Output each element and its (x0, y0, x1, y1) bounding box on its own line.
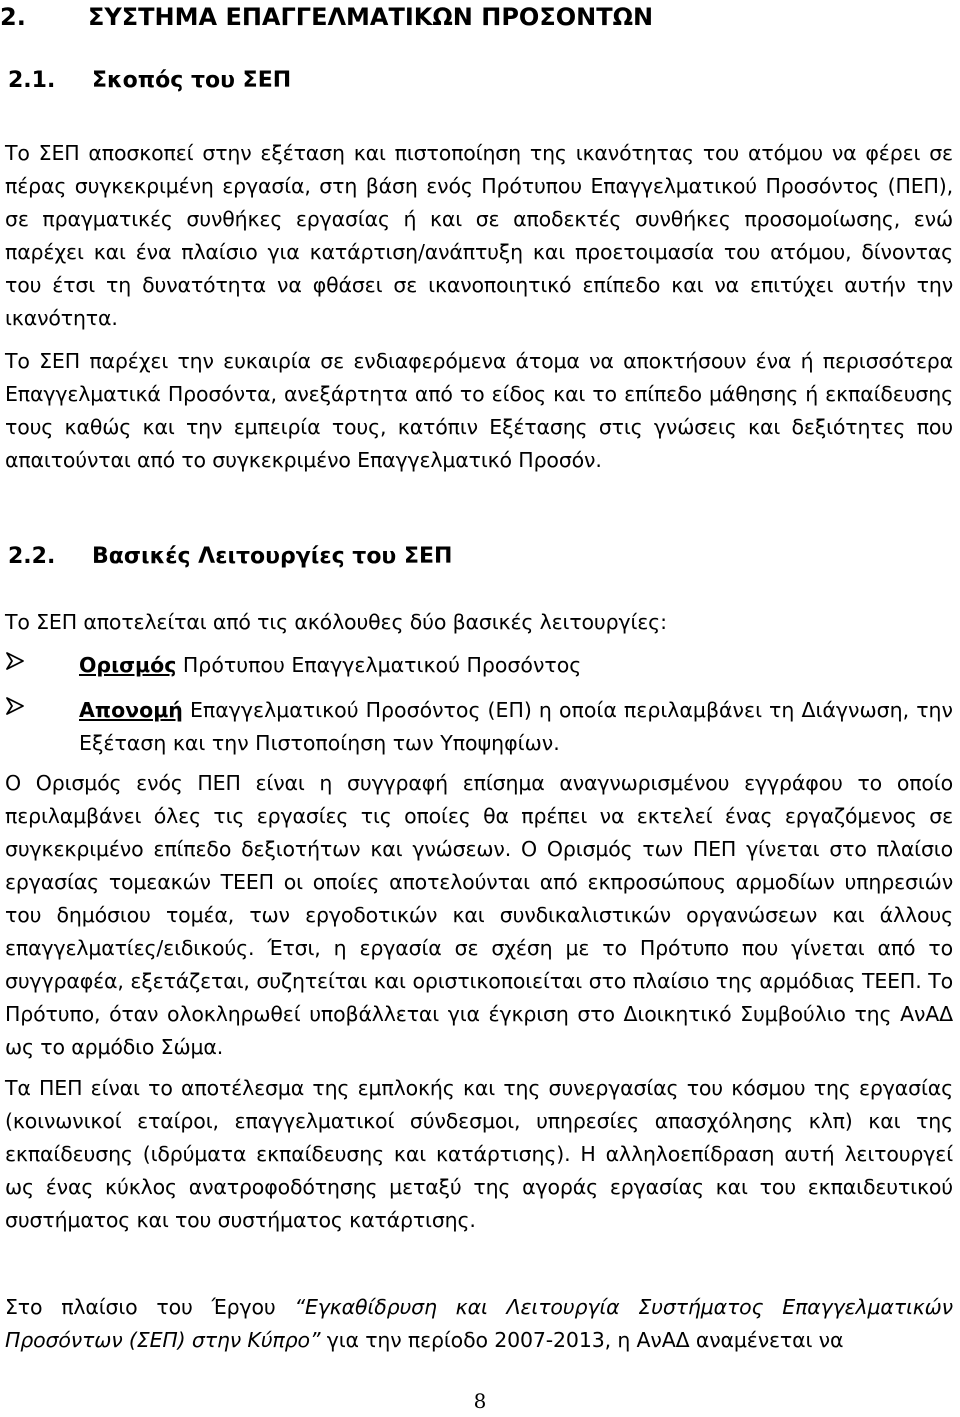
section-number: 2.2. (8, 544, 56, 569)
section-title: Σκοπός του ΣΕΠ (92, 68, 292, 93)
section-heading-2-1 (8, 64, 291, 98)
bullet-text (79, 694, 953, 760)
paragraph-functions-intro: Το ΣΕΠ αποτελείται από τις ακόλουθες δύο βασικές λειτουργίες: (5, 610, 667, 634)
arrow-bullet-icon (5, 694, 35, 727)
page-number: 8 (473, 1389, 487, 1413)
bullet-keyword: Απονομή (79, 698, 183, 722)
paragraph-purpose-2: Το ΣΕΠ παρέχει την ευκαιρία σε ενδιαφερόμενα άτομα να αποκτήσουν ένα ή περισσότερα Επαγγελματικά Προσόντα, ανεξάρτητα από το είδος και το επίπεδο μάθησης ή εκπαίδευσης τους καθώς και την εμπειρία τους, κατόπιν Εξέτασης στις γνώσεις και δεξιότητες που απαιτούνται από το συγκεκριμένο Επαγγελματικό Προσόν. (5, 349, 953, 472)
chapter-title: ΣΥΣΤΗΜΑ ΕΠΑΓΓΕΛΜΑΤΙΚΩΝ ΠΡΟΣΟΝΤΩΝ (88, 3, 654, 31)
paragraph-outcome: Τα ΠΕΠ είναι το αποτέλεσμα της εμπλοκής και της συνεργασίας του κόσμου της εργασίας (κοινωνικοί εταίροι, επαγγελματικοί σύνδεσμοι, υπηρεσίες απασχόλησης κλπ) και της εκπαίδευσης (ιδρύματα εκπαίδευσης και κατάρτισης). Η αλληλοεπίδραση αυτή λειτουργεί ως ένας κύκλος ανατροφοδότησης μεταξύ της αγοράς εργασίας και του εκπαιδευτικού συστήματος και του συστήματος κατάρτισης. (5, 1076, 953, 1232)
chapter-number: 2. (0, 3, 26, 31)
arrow-bullet-icon (5, 649, 35, 682)
paragraph-definition: Ο Ορισμός ενός ΠΕΠ είναι η συγγραφή επίσημα αναγνωρισμένου εγγράφου το οποίο περιλαμβάνει όλες τις εργασίες τις οποίες θα πρέπει να εκτελεί ένας εργαζόμενος σε συγκεκριμένο επίπεδο δεξιοτήτων και γνώσεων. Ο Ορισμός των ΠΕΠ γίνεται στο πλαίσιο εργασίας τομεακών ΤΕΕΠ οι οποίες αποτελούνται από εκπροσώπους αρμοδίων υπηρεσιών του δημόσιου τομέα, των εργοδοτικών και συνδικαλιστικών οργανώσεων και άλλους επαγγελματίες/ειδικούς. Έτσι, η εργασία σε σχέση με το Πρότυπο που γίνεται από το συγγραφέα, εξετάζεται, συζητείται και οριστικοποιείται στο πλαίσιο της αρμόδιας ΤΕΕΠ. Το Πρότυπο, όταν ολοκληρωθεί υποβάλλεται για έγκριση στο Διοικητικό Συμβούλιο της ΑνΑΔ ως το αρμόδιο Σώμα. (5, 771, 953, 1059)
bullet-text (79, 649, 953, 682)
bullet-keyword: Ορισμός (79, 653, 177, 677)
section-title: Βασικές Λειτουργίες του ΣΕΠ (92, 544, 453, 569)
paragraph-purpose-1: Το ΣΕΠ αποσκοπεί στην εξέταση και πιστοποίηση της ικανότητας του ατόμου να φέρει σε πέρας συγκεκριμένη εργασία, στη βάση ενός Πρότυπου Επαγγελματικού Προσόντος (ΠΕΠ), σε πραγματικές συνθήκες εργασίας ή και σε αποδεκτές συνθήκες προσομοίωσης, ενώ παρέχει και ένα πλαίσιο για κατάρτιση/ανάπτυξη και προετοιμασία του ατόμου, δίνοντας του έτσι τη δυνατότητα να φθάσει σε ικανοποιητικό επίπεδο και να επιτύχει αυτήν την ικανότητα. (5, 141, 953, 330)
bullet-description: Πρότυπου Επαγγελματικού Προσόντος (176, 653, 582, 677)
bullet-description: Επαγγελματικού Προσόντος (ΕΠ) η οποία περιλαμβάνει τη Διάγνωση, την Εξέταση και την Πιστοποίηση των Υποψηφίων. (79, 698, 953, 755)
chapter-heading (0, 2, 653, 38)
project-text-before: Στο πλαίσιο του Έργου (5, 1295, 295, 1319)
bullet-item-definition (5, 649, 953, 682)
project-text-after: για την περίοδο 2007-2013, η ΑνΑΔ αναμένεται να (320, 1328, 844, 1352)
bullet-item-award (5, 694, 953, 760)
project-title: “Εγκαθίδρυση και Λειτουργία Συστήματος Επαγγελματικών Προσόντων (ΣΕΠ) στην Κύπρο” (5, 1295, 953, 1352)
paragraph-project (5, 1291, 953, 1357)
section-heading-2-2 (8, 540, 452, 574)
section-number: 2.1. (8, 68, 56, 93)
